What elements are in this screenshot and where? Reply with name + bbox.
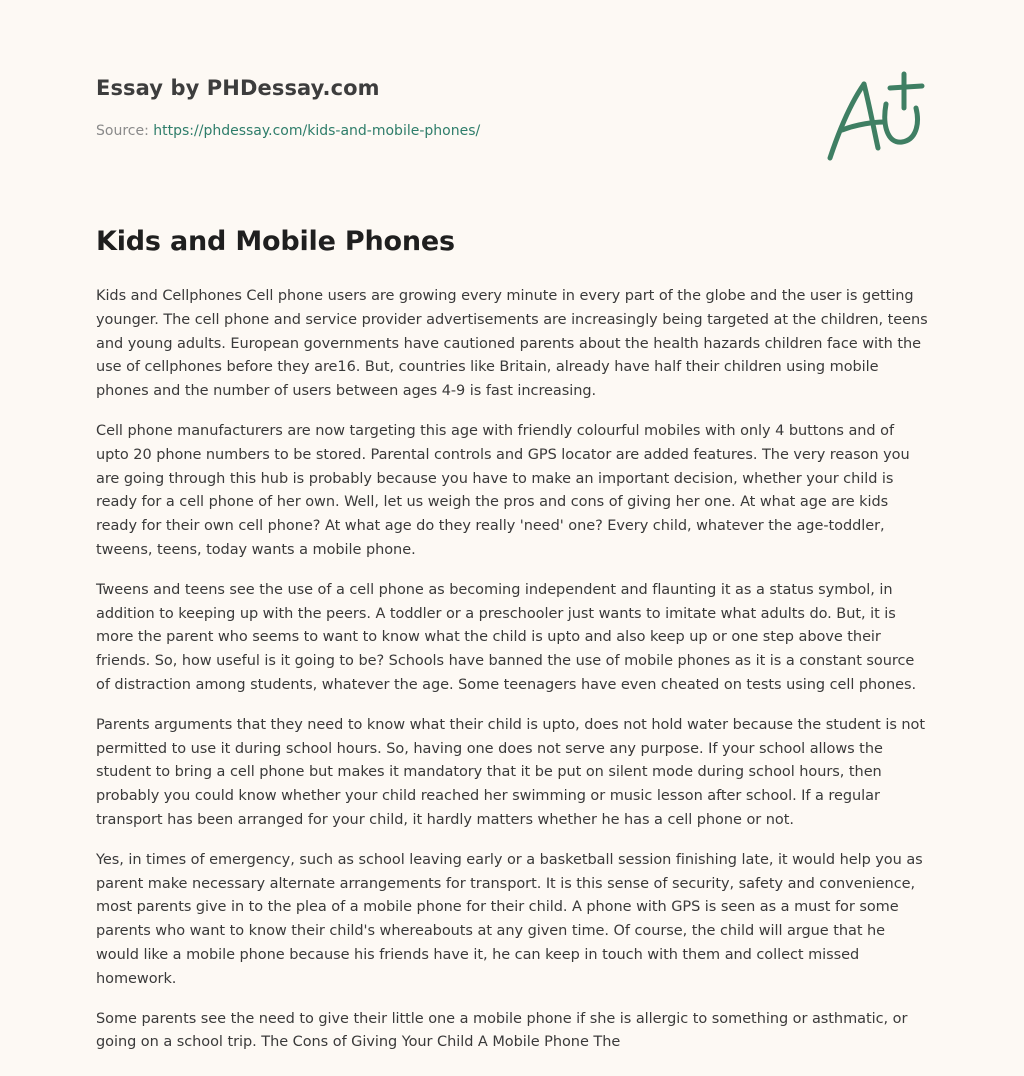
source-link[interactable]: https://phdessay.com/kids-and-mobile-phones/ — [153, 123, 481, 139]
essay-paragraph-4: Parents arguments that they need to know what their child is upto, does not hold water because the student is not permitted to use it during school hours. So, having one does not serve any purpose. If your school allows the student to bring a cell phone but makes it mandatory that it be put on silent mode during school hours, then probably you could know whether your child reached her swimming or music lesson after school. If a regular transport has been arranged for your child, it hardly matters whether he has a cell phone or not. — [96, 716, 925, 828]
essay-title: Kids and Mobile Phones — [96, 226, 455, 257]
brand-title: Essay by PHDessay.com — [96, 76, 380, 100]
source-label: Source: — [96, 123, 149, 139]
essay-body — [96, 285, 928, 1071]
essay-paragraph-5: Yes, in times of emergency, such as school leaving early or a basketball session finishing late, it would help you as parent make necessary alternate arrangements for transport. It is this sense of security, safety and convenience, most parents give in to the plea of a mobile phone for their child. A phone with GPS is seen as a must for some parents who want to know their child's whereabouts at any given time. Of course, the child will argue that he would like a mobile phone because his friends have it, he can keep in touch with them and collect missed homework. — [96, 851, 923, 987]
source-line — [96, 123, 480, 139]
essay-paragraph-3: Tweens and teens see the use of a cell phone as becoming independent and flaunting it as a status symbol, in addition to keeping up with the peers. A toddler or a preschooler just wants to imitate what adults do. But, it is more the parent who seems to want to know what the child is upto and also keep up or one step above their friends. So, how useful is it going to be? Schools have banned the use of mobile phones as it is a constant source of distraction among students, whatever the age. Some teenagers have even cheated on tests using cell phones. — [96, 581, 917, 693]
essay-paragraph-2: Cell phone manufacturers are now targeting this age with friendly colourful mobiles with only 4 buttons and of upto 20 phone numbers to be stored. Parental controls and GPS locator are added features. The very reason you are going through this hub is probably because you have to make an important decision, whether your child is ready for a cell phone of her own. Well, let us weigh the pros and cons of giving her one. At what age are kids ready for their own cell phone? At what age do they really 'need' one? Every child, whatever the age-toddler, tweens, teens, today wants a mobile phone. — [96, 422, 910, 558]
essay-paragraph-6: Some parents see the need to give their little one a mobile phone if she is allergic to something or asthmatic, or going on a school trip. The Cons of Giving Your Child A Mobile Phone The — [96, 1010, 908, 1051]
essay-paragraph-1: Kids and Cellphones Cell phone users are growing every minute in every part of the globe and the user is getting younger. The cell phone and service provider advertisements are increasingly being targeted at the children, teens and young adults. European governments have cautioned parents about the health hazards children face with the use of cellphones before they are16. But, countries like Britain, already have half their children using mobile phones and the number of users between ages 4-9 is fast increasing. — [96, 288, 928, 400]
a-plus-grade-icon — [824, 68, 928, 164]
